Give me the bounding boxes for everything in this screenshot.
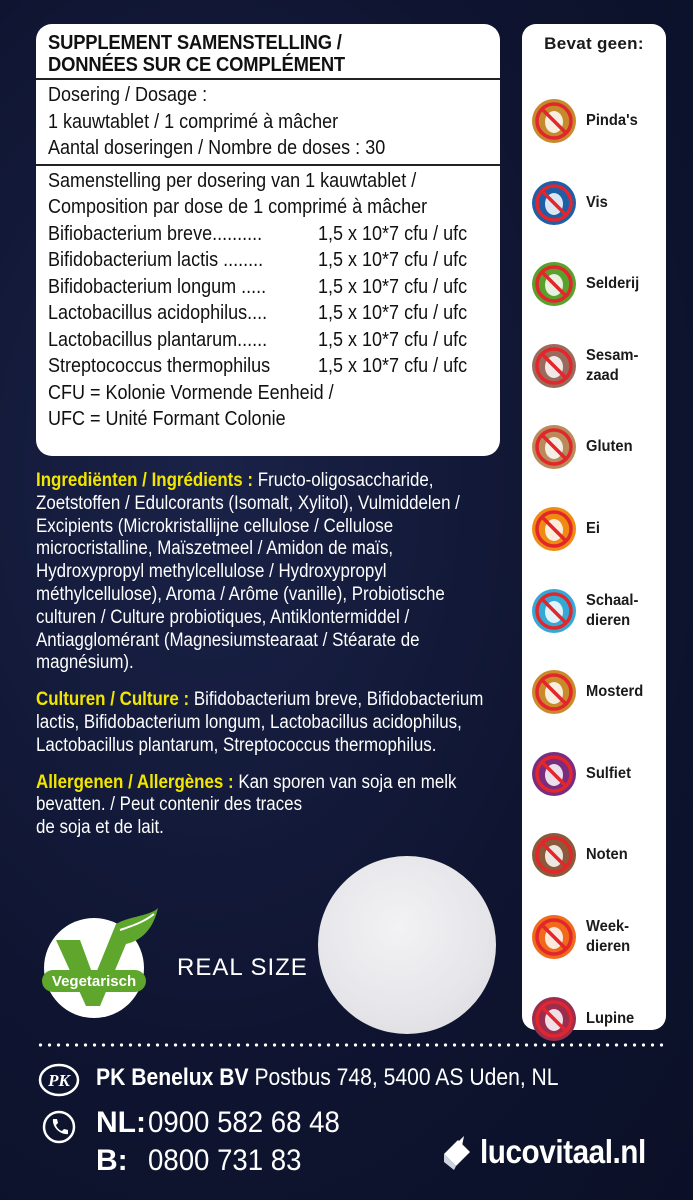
phone-be <box>96 1144 315 1178</box>
phone-be-label: B: <box>96 1144 128 1177</box>
composition-table <box>48 221 490 380</box>
dosage-label: Dosering / Dosage : <box>48 84 208 106</box>
divider <box>36 164 500 166</box>
tablet-real-size-image <box>318 856 496 1034</box>
phone-be-number: 0800 731 83 <box>148 1144 302 1177</box>
allergen-label: Selderij <box>586 275 640 293</box>
allergen-item <box>532 661 662 723</box>
composition-heading-fr: Composition par dose de 1 comprimé à mâcher <box>48 196 428 218</box>
allergen-label: Gluten <box>586 438 633 456</box>
ingredients-label: Ingrediënten / Ingrédients : <box>36 470 254 491</box>
composition-row <box>48 300 490 327</box>
ingredients-section <box>36 470 500 840</box>
nut-icon <box>532 833 576 877</box>
composition-heading-nl: Samenstelling per dosering van 1 kauwtablet / <box>48 169 417 192</box>
allergen-label: Sulfiet <box>586 764 631 782</box>
allergen-label: Pinda's <box>586 112 638 129</box>
ingredients-text: Fructo-oligosaccharide, Zoetstoffen / Edulcorants (Isomalt, Xylitol), Vulmiddelen / Excipients (Microkristallijne cellulose / Cellulose microcristalline, Maïszetmeel / Amidon de maïs, Hydroxypropyl methylcellulose / Hydroxypropyl méthylcellulose), Aroma / Arôme (vanille), Probiotische culturen / Culture probiotiques, Antiklontermiddel / Antiagglomérant (Magnesiumstearaat / Stéarate de magnésium). <box>36 470 460 674</box>
allergens-paragraph <box>36 772 499 840</box>
phone-nl-label: NL: <box>96 1106 146 1139</box>
allergen-label: Week- dieren <box>586 918 631 955</box>
allergen-item <box>532 90 662 152</box>
composition-row <box>48 353 490 380</box>
svg-text:Vegetarisch: Vegetarisch <box>51 973 137 990</box>
allergens-label: Allergenen / Allergènes : <box>36 771 234 793</box>
strain-amount: 1,5 x 10*7 cfu / ufc <box>318 302 468 324</box>
allergen-item <box>532 172 662 234</box>
mustard-icon <box>532 670 576 714</box>
company-name: PK Benelux BV <box>96 1064 249 1091</box>
allergen-panel-title: Bevat geen: <box>544 34 644 53</box>
allergen-item <box>532 580 662 642</box>
allergen-label: Mosterd <box>586 683 644 701</box>
celery-icon <box>532 262 576 306</box>
vegetarian-logo <box>34 906 166 1022</box>
allergens-line-3: de soja et de lait. <box>36 817 164 839</box>
dosage-value: 1 kauwtablet / 1 comprimé à mâcher <box>48 110 339 133</box>
divider <box>36 78 500 80</box>
cursor-box-icon <box>440 1132 474 1172</box>
allergen-item <box>532 988 662 1050</box>
supplement-title-nl: SUPPLEMENT SAMENSTELLING / <box>48 32 342 54</box>
composition-row <box>48 274 490 301</box>
phone-nl <box>96 1106 357 1140</box>
phone-nl-number: 0900 582 68 48 <box>148 1106 340 1139</box>
composition-row <box>48 327 490 354</box>
allergens-line-1: Kan sporen van soja en melk <box>238 771 457 793</box>
real-size-label: REAL SIZE <box>177 954 308 981</box>
allergen-label: Ei <box>586 520 600 537</box>
cfu-note-fr: UFC = Unité Formant Colonie <box>48 408 286 430</box>
sesame-icon <box>532 344 576 388</box>
allergen-item <box>532 743 662 805</box>
strain-name: Bifidobacterium lactis ........ <box>48 249 264 271</box>
allergen-item <box>532 498 662 560</box>
strain-amount: 1,5 x 10*7 cfu / ufc <box>318 328 468 351</box>
allergen-item <box>532 824 662 886</box>
egg-icon <box>532 507 576 551</box>
dotted-divider <box>36 1043 666 1047</box>
website-logo <box>440 1130 664 1174</box>
strain-name: Streptococcus thermophilus <box>48 355 271 377</box>
cfu-note-nl: CFU = Kolonie Vormende Eenheid / <box>48 381 334 404</box>
mollusc-icon <box>532 915 576 959</box>
allergen-label: Lupine <box>586 1009 635 1027</box>
sulphite-icon <box>532 752 576 796</box>
svg-text:PK: PK <box>48 1071 70 1090</box>
lupin-icon <box>532 997 576 1041</box>
strain-amount: 1,5 x 10*7 cfu / ufc <box>318 275 468 298</box>
allergens-line-2: bevatten. / Peut contenir des traces <box>36 794 303 816</box>
allergen-label: Noten <box>586 846 628 864</box>
allergen-item <box>532 335 662 397</box>
allergen-label: Schaal- dieren <box>586 591 639 629</box>
phone-icon <box>42 1110 76 1144</box>
allergen-label: Vis <box>586 193 608 211</box>
company-postal-address: Postbus 748, 5400 AS Uden, NL <box>248 1064 559 1091</box>
peanut-icon <box>532 99 576 143</box>
strain-name: Lactobacillus acidophilus.... <box>48 302 268 324</box>
allergen-item <box>532 253 662 315</box>
allergen-label: Sesam- zaad <box>586 346 639 384</box>
fish-icon <box>532 181 576 225</box>
strain-amount: 1,5 x 10*7 cfu / ufc <box>318 222 468 245</box>
website-url: lucovitaal.nl <box>480 1133 646 1170</box>
ingredients-paragraph <box>36 470 499 675</box>
composition-row <box>48 247 490 274</box>
number-of-doses: Aantal doseringen / Nombre de doses : 30 <box>48 137 386 159</box>
strain-amount: 1,5 x 10*7 cfu / ufc <box>318 355 468 377</box>
supplement-title-fr: DONNÉES SUR CE COMPLÉMENT <box>48 54 345 76</box>
strain-amount: 1,5 x 10*7 cfu / ufc <box>318 249 468 271</box>
shell-icon <box>532 589 576 633</box>
allergen-item <box>532 906 662 968</box>
composition-row <box>48 221 490 248</box>
strain-name: Bifiobacterium breve.......... <box>48 222 263 245</box>
wheat-icon <box>532 425 576 469</box>
supplement-facts-box <box>36 24 500 456</box>
cultures-text: Bifidobacterium breve, Bifidobacterium lactis, Bifidobacterium longum, Lactobacillus acidophilus, Lactobacillus plantarum, Streptococcus thermophilus. <box>36 689 484 756</box>
strain-name: Bifidobacterium longum ..... <box>48 275 267 298</box>
allergen-item <box>532 416 662 478</box>
pk-logo-icon <box>38 1063 80 1097</box>
cultures-paragraph <box>36 689 499 757</box>
company-address <box>96 1064 559 1092</box>
allergen-free-panel <box>522 24 666 1030</box>
strain-name: Lactobacillus plantarum...... <box>48 328 268 351</box>
cultures-label: Culturen / Culture : <box>36 689 190 711</box>
